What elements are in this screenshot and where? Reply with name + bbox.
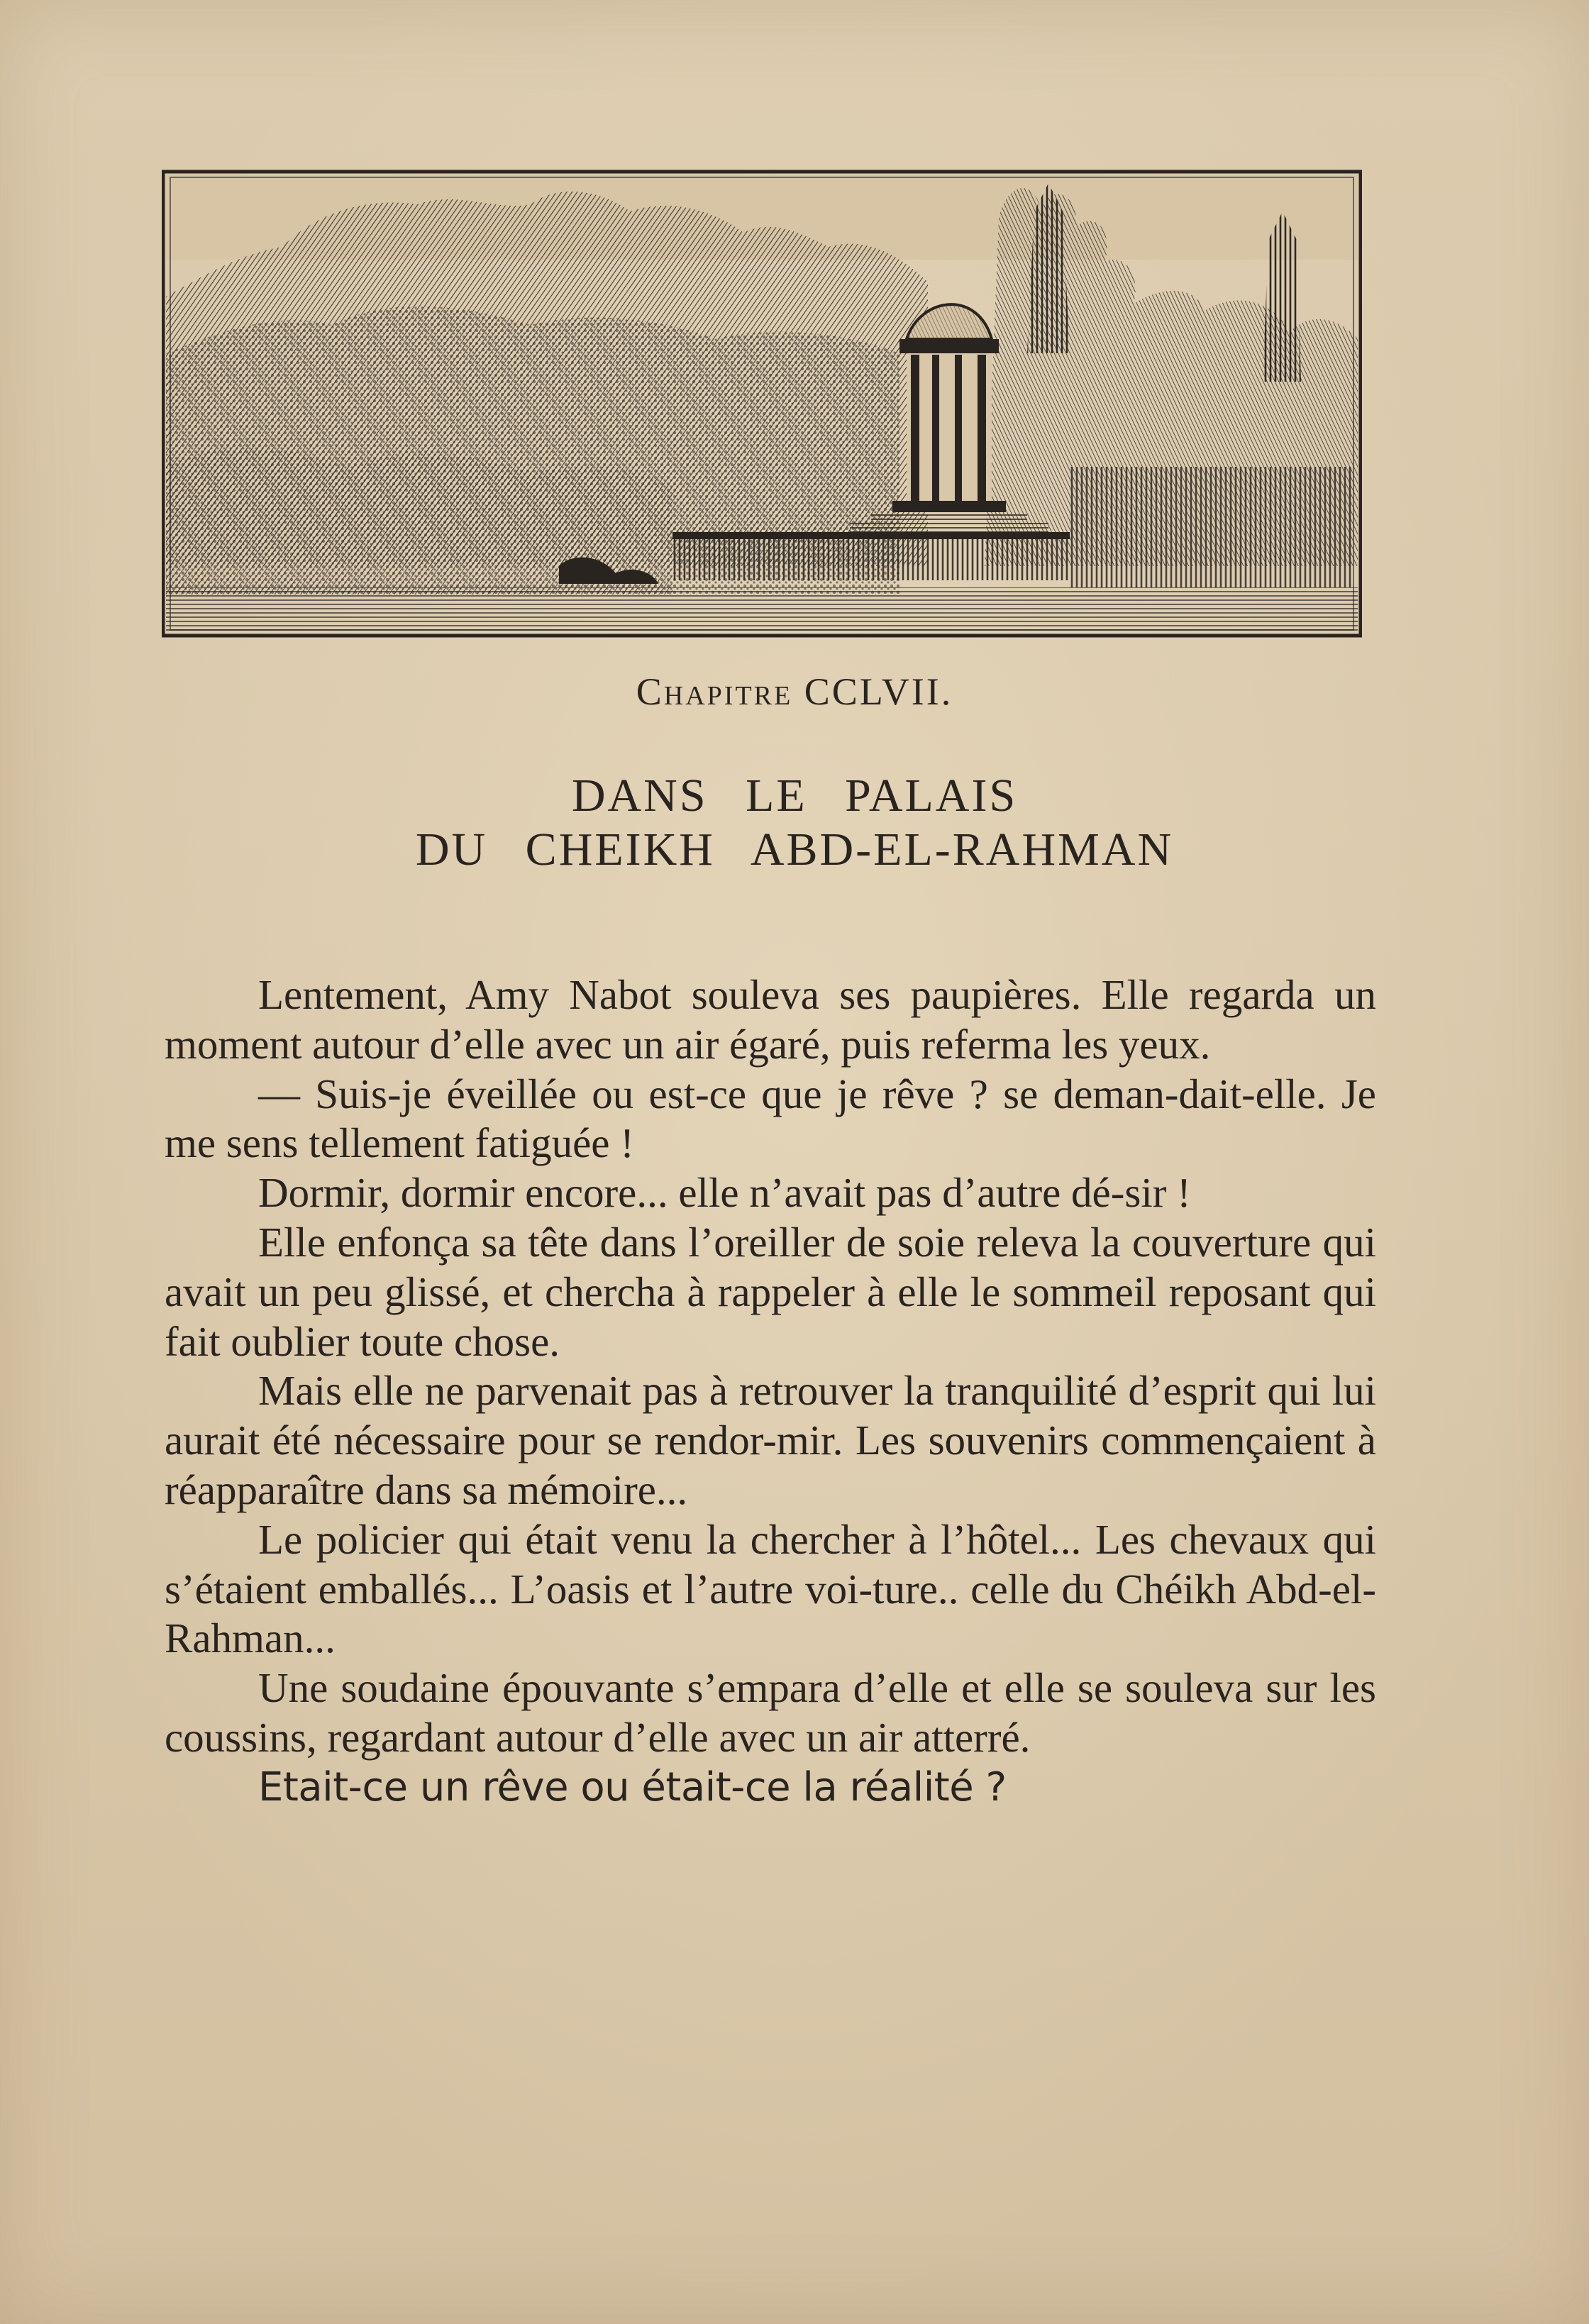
chapter-body-text bbox=[165, 970, 1376, 1813]
paragraph: Mais elle ne parvenait pas à retrouver la tranquilité d’esprit qui lui aurait été nécessaire pour se rendor-mir. Les souvenirs commençaient à réapparaître dans sa mémoire... bbox=[165, 1367, 1376, 1513]
paragraph: Etait-ce un rêve ou était-ce la réalité ? bbox=[258, 1764, 1007, 1810]
paragraph: Une soudaine épouvante s’empara d’elle et elle se souleva sur les coussins, regardant autour d’elle avec un air atterré. bbox=[165, 1664, 1376, 1761]
paragraph: — Suis-je éveillée ou est-ce que je rêve ? se deman-dait-elle. Je me sens tellement fatiguée ! bbox=[165, 1070, 1376, 1167]
paragraph: Lentement, Amy Nabot souleva ses paupières. Elle regarda un moment autour d’elle avec un air égaré, puis referma les yeux. bbox=[165, 971, 1376, 1068]
garden-pavilion-engraving-icon bbox=[162, 169, 1362, 638]
chapter-title-line-2: DU CHEIKH ABD-EL-RAHMAN bbox=[415, 824, 1174, 875]
chapter-title-line-1: DANS LE PALAIS bbox=[571, 770, 1018, 821]
paragraph: Elle enfonça sa tête dans l’oreiller de soie releva la couverture qui avait un peu glissé, et chercha à rappeler à elle le sommeil reposant qui fait oublier toute chose. bbox=[165, 1218, 1376, 1365]
chapter-heading: Chapitre CCLVII. bbox=[636, 670, 953, 713]
paragraph: Le policier qui était venu la chercher à l’hôtel... Les chevaux qui s’étaient emballés... L’oasis et l’autre voi-ture.. celle du Chéikh Abd-el-Rahman... bbox=[165, 1515, 1376, 1662]
paragraph: Dormir, dormir encore... elle n’avait pas d’autre dé-sir ! bbox=[258, 1169, 1191, 1217]
